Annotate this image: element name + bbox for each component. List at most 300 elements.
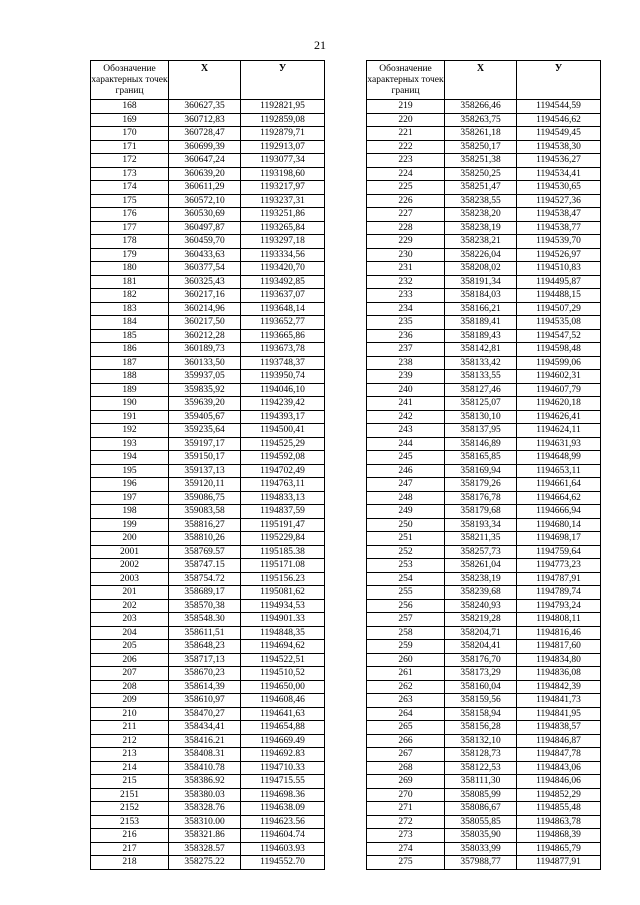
y-coordinate-cell: 1194393,17 [241, 410, 325, 424]
y-coordinate-cell: 1194653,11 [517, 464, 601, 478]
y-coordinate-cell: 1193077,34 [241, 154, 325, 168]
table-row [367, 424, 601, 438]
y-coordinate-cell: 1194710.33 [241, 761, 325, 775]
point-number-cell: 249 [367, 505, 445, 519]
table-row [91, 518, 325, 532]
point-number-cell: 253 [367, 559, 445, 573]
x-coordinate-cell: 358408.31 [169, 748, 241, 762]
table-row [91, 302, 325, 316]
y-coordinate-cell: 1194868,39 [517, 829, 601, 843]
y-coordinate-cell: 1194773,23 [517, 559, 601, 573]
y-coordinate-cell: 1194648,99 [517, 451, 601, 465]
table-row [91, 491, 325, 505]
x-coordinate-cell: 358689,17 [169, 586, 241, 600]
y-coordinate-cell: 1194495,87 [517, 275, 601, 289]
y-coordinate-cell: 1194680,14 [517, 518, 601, 532]
point-number-cell: 213 [91, 748, 169, 762]
x-coordinate-cell: 358127,46 [445, 383, 517, 397]
point-number-cell: 178 [91, 235, 169, 249]
y-coordinate-cell: 1194535,08 [517, 316, 601, 330]
y-coordinate-cell: 1194837,59 [241, 505, 325, 519]
x-coordinate-cell: 360133,50 [169, 356, 241, 370]
x-coordinate-cell: 358410.78 [169, 761, 241, 775]
table-row [91, 802, 325, 816]
point-number-cell: 261 [367, 667, 445, 681]
table-row [91, 748, 325, 762]
x-coordinate-cell: 357988,77 [445, 856, 517, 870]
point-number-cell: 186 [91, 343, 169, 357]
point-number-cell: 202 [91, 599, 169, 613]
x-coordinate-cell: 358035,90 [445, 829, 517, 843]
y-coordinate-cell: 1194507,29 [517, 302, 601, 316]
table-row [91, 181, 325, 195]
x-coordinate-cell: 360217,50 [169, 316, 241, 330]
point-number-cell: 209 [91, 694, 169, 708]
table-row [367, 154, 601, 168]
point-number-cell: 274 [367, 842, 445, 856]
table-row [367, 100, 601, 114]
point-number-cell: 198 [91, 505, 169, 519]
y-coordinate-cell: 1194848,35 [241, 626, 325, 640]
table-row [91, 370, 325, 384]
point-number-cell: 169 [91, 113, 169, 127]
y-coordinate-cell: 1194598,48 [517, 343, 601, 357]
x-coordinate-cell: 358142,81 [445, 343, 517, 357]
table-row [91, 100, 325, 114]
table-row [91, 194, 325, 208]
point-number-cell: 246 [367, 464, 445, 478]
point-number-cell: 230 [367, 248, 445, 262]
table-row [367, 680, 601, 694]
x-coordinate-cell: 358033,99 [445, 842, 517, 856]
x-coordinate-cell: 360189,73 [169, 343, 241, 357]
point-number-cell: 256 [367, 599, 445, 613]
table-row [91, 289, 325, 303]
table-row [367, 802, 601, 816]
table-row [91, 505, 325, 519]
table-row [367, 572, 601, 586]
table-row [367, 127, 601, 141]
x-coordinate-cell: 358176,78 [445, 491, 517, 505]
point-number-cell: 245 [367, 451, 445, 465]
x-coordinate-cell: 358238,20 [445, 208, 517, 222]
point-number-cell: 240 [367, 383, 445, 397]
x-coordinate-cell: 358204,71 [445, 626, 517, 640]
table-row [367, 235, 601, 249]
point-number-cell: 201 [91, 586, 169, 600]
point-number-cell: 206 [91, 653, 169, 667]
y-coordinate-cell: 1194793,24 [517, 599, 601, 613]
x-coordinate-cell: 358328.76 [169, 802, 241, 816]
x-coordinate-cell: 358130,10 [445, 410, 517, 424]
y-coordinate-cell: 1194692.83 [241, 748, 325, 762]
y-coordinate-cell: 1193950,74 [241, 370, 325, 384]
table-row [91, 437, 325, 451]
point-number-cell: 187 [91, 356, 169, 370]
y-coordinate-cell: 1194836,08 [517, 667, 601, 681]
x-coordinate-cell: 358250,17 [445, 140, 517, 154]
table-row [367, 505, 601, 519]
table-row [91, 599, 325, 613]
y-coordinate-cell: 1194631,93 [517, 437, 601, 451]
x-coordinate-cell: 358189,43 [445, 329, 517, 343]
point-number-cell: 264 [367, 707, 445, 721]
y-coordinate-cell: 1193665,86 [241, 329, 325, 343]
y-coordinate-cell: 1194846,06 [517, 775, 601, 789]
x-coordinate-cell: 359137,13 [169, 464, 241, 478]
point-number-cell: 255 [367, 586, 445, 600]
x-coordinate-cell: 358257,73 [445, 545, 517, 559]
point-number-cell: 266 [367, 734, 445, 748]
y-coordinate-cell: 1194934,53 [241, 599, 325, 613]
y-coordinate-cell: 1194833,13 [241, 491, 325, 505]
table-row [91, 410, 325, 424]
y-coordinate-cell: 1195191,47 [241, 518, 325, 532]
y-coordinate-cell: 1194500,41 [241, 424, 325, 438]
point-number-cell: 2003 [91, 572, 169, 586]
y-coordinate-cell: 1195185.38 [241, 545, 325, 559]
y-coordinate-cell: 1194624,11 [517, 424, 601, 438]
table-row [91, 464, 325, 478]
x-coordinate-cell: 360377,54 [169, 262, 241, 276]
y-coordinate-cell: 1192879,71 [241, 127, 325, 141]
point-number-cell: 226 [367, 194, 445, 208]
y-coordinate-cell: 1194855,48 [517, 802, 601, 816]
point-number-cell: 275 [367, 856, 445, 870]
x-coordinate-cell: 358193,34 [445, 518, 517, 532]
point-number-cell: 239 [367, 370, 445, 384]
table-row [91, 397, 325, 411]
y-coordinate-cell: 1194510,52 [241, 667, 325, 681]
table-row [367, 653, 601, 667]
table-row [367, 545, 601, 559]
point-number-cell: 216 [91, 829, 169, 843]
table-row [91, 154, 325, 168]
x-coordinate-cell: 358816,27 [169, 518, 241, 532]
y-coordinate-cell: 1194661,64 [517, 478, 601, 492]
point-number-cell: 234 [367, 302, 445, 316]
point-number-cell: 2151 [91, 788, 169, 802]
table-row [91, 127, 325, 141]
point-number-cell: 270 [367, 788, 445, 802]
table-row [367, 694, 601, 708]
x-coordinate-cell: 358179,68 [445, 505, 517, 519]
point-number-cell: 195 [91, 464, 169, 478]
point-number-cell: 193 [91, 437, 169, 451]
table-row [91, 545, 325, 559]
table-row [91, 734, 325, 748]
y-coordinate-cell: 1193648,14 [241, 302, 325, 316]
y-coordinate-cell: 1193237,31 [241, 194, 325, 208]
y-coordinate-cell: 1194608,46 [241, 694, 325, 708]
point-number-cell: 182 [91, 289, 169, 303]
table-row [367, 626, 601, 640]
x-coordinate-cell: 358208,02 [445, 262, 517, 276]
x-coordinate-cell: 359937,05 [169, 370, 241, 384]
y-coordinate-cell: 1192821,95 [241, 100, 325, 114]
table-row [91, 329, 325, 343]
table-row [91, 721, 325, 735]
y-coordinate-cell: 1194847,78 [517, 748, 601, 762]
x-coordinate-cell: 358240,93 [445, 599, 517, 613]
x-coordinate-cell: 358321.86 [169, 829, 241, 843]
table-row [367, 464, 601, 478]
x-coordinate-cell: 360459,70 [169, 235, 241, 249]
table-row [367, 707, 601, 721]
x-coordinate-cell: 360530,69 [169, 208, 241, 222]
y-coordinate-cell: 1194538,77 [517, 221, 601, 235]
y-coordinate-cell: 1194527,36 [517, 194, 601, 208]
table-row [91, 235, 325, 249]
y-coordinate-cell: 1194602,31 [517, 370, 601, 384]
table-row [367, 842, 601, 856]
point-number-cell: 224 [367, 167, 445, 181]
x-coordinate-cell: 358156,28 [445, 721, 517, 735]
header-point: Обозначение характерных точек границ [367, 61, 445, 100]
y-coordinate-cell: 1194488,15 [517, 289, 601, 303]
y-coordinate-cell: 1194763,11 [241, 478, 325, 492]
x-coordinate-cell: 358158,94 [445, 707, 517, 721]
table-row [91, 680, 325, 694]
point-number-cell: 218 [91, 856, 169, 870]
x-coordinate-cell: 358165,85 [445, 451, 517, 465]
table-row [91, 815, 325, 829]
point-number-cell: 181 [91, 275, 169, 289]
table-row [91, 383, 325, 397]
y-coordinate-cell: 1194607,79 [517, 383, 601, 397]
x-coordinate-cell: 358275.22 [169, 856, 241, 870]
point-number-cell: 233 [367, 289, 445, 303]
table-row [367, 370, 601, 384]
y-coordinate-cell: 1194852,29 [517, 788, 601, 802]
y-coordinate-cell: 1195171.08 [241, 559, 325, 573]
point-number-cell: 229 [367, 235, 445, 249]
x-coordinate-cell: 360212,28 [169, 329, 241, 343]
point-number-cell: 191 [91, 410, 169, 424]
x-coordinate-cell: 360497,87 [169, 221, 241, 235]
y-coordinate-cell: 1194626,41 [517, 410, 601, 424]
x-coordinate-cell: 358173,29 [445, 667, 517, 681]
point-number-cell: 273 [367, 829, 445, 843]
x-coordinate-cell: 358434,41 [169, 721, 241, 735]
point-number-cell: 176 [91, 208, 169, 222]
x-coordinate-cell: 358416.21 [169, 734, 241, 748]
x-coordinate-cell: 359639,20 [169, 397, 241, 411]
point-number-cell: 214 [91, 761, 169, 775]
y-coordinate-cell: 1194834,80 [517, 653, 601, 667]
point-number-cell: 172 [91, 154, 169, 168]
table-row [91, 572, 325, 586]
y-coordinate-cell: 1194654,88 [241, 721, 325, 735]
y-coordinate-cell: 1194838,57 [517, 721, 601, 735]
table-row [91, 613, 325, 627]
y-coordinate-cell: 1192859,08 [241, 113, 325, 127]
y-coordinate-cell: 1194817,60 [517, 640, 601, 654]
y-coordinate-cell: 1194808,11 [517, 613, 601, 627]
point-number-cell: 271 [367, 802, 445, 816]
point-number-cell: 241 [367, 397, 445, 411]
table-row [91, 856, 325, 870]
x-coordinate-cell: 360627,35 [169, 100, 241, 114]
y-coordinate-cell: 1194877,91 [517, 856, 601, 870]
y-coordinate-cell: 1194522,51 [241, 653, 325, 667]
x-coordinate-cell: 360699,39 [169, 140, 241, 154]
point-number-cell: 189 [91, 383, 169, 397]
table-row [367, 302, 601, 316]
table-row [91, 451, 325, 465]
y-coordinate-cell: 1194787,91 [517, 572, 601, 586]
point-number-cell: 259 [367, 640, 445, 654]
y-coordinate-cell: 1194863,78 [517, 815, 601, 829]
point-number-cell: 170 [91, 127, 169, 141]
y-coordinate-cell: 1194604.74 [241, 829, 325, 843]
y-coordinate-cell: 1194552.70 [241, 856, 325, 870]
x-coordinate-cell: 358310.00 [169, 815, 241, 829]
table-row [91, 707, 325, 721]
table-row [367, 437, 601, 451]
table-row [91, 262, 325, 276]
y-coordinate-cell: 1194789,74 [517, 586, 601, 600]
point-number-cell: 203 [91, 613, 169, 627]
x-coordinate-cell: 358132,10 [445, 734, 517, 748]
y-coordinate-cell: 1194547,52 [517, 329, 601, 343]
x-coordinate-cell: 358125,07 [445, 397, 517, 411]
x-coordinate-cell: 359235,64 [169, 424, 241, 438]
y-coordinate-cell: 1194698.36 [241, 788, 325, 802]
y-coordinate-cell: 1194841,95 [517, 707, 601, 721]
table-row [91, 316, 325, 330]
x-coordinate-cell: 358176,70 [445, 653, 517, 667]
point-number-cell: 269 [367, 775, 445, 789]
y-coordinate-cell: 1194623.56 [241, 815, 325, 829]
table-row [91, 478, 325, 492]
y-coordinate-cell: 1194650,00 [241, 680, 325, 694]
y-coordinate-cell: 1194534,41 [517, 167, 601, 181]
y-coordinate-cell: 1194539,70 [517, 235, 601, 249]
table-row [367, 167, 601, 181]
table-row [367, 599, 601, 613]
y-coordinate-cell: 1193334,56 [241, 248, 325, 262]
y-coordinate-cell: 1194669.49 [241, 734, 325, 748]
x-coordinate-cell: 360639,20 [169, 167, 241, 181]
table-row [91, 761, 325, 775]
point-number-cell: 175 [91, 194, 169, 208]
table-row [91, 842, 325, 856]
x-coordinate-cell: 358184,03 [445, 289, 517, 303]
y-coordinate-cell: 1194841,73 [517, 694, 601, 708]
table-row [367, 356, 601, 370]
x-coordinate-cell: 358610,97 [169, 694, 241, 708]
y-coordinate-cell: 1193198,60 [241, 167, 325, 181]
table-row [367, 248, 601, 262]
y-coordinate-cell: 1194620,18 [517, 397, 601, 411]
x-coordinate-cell: 358717,13 [169, 653, 241, 667]
table-row [367, 410, 601, 424]
y-coordinate-cell: 1194715.55 [241, 775, 325, 789]
table-row [367, 343, 601, 357]
table-row [367, 181, 601, 195]
point-number-cell: 2152 [91, 802, 169, 816]
point-number-cell: 252 [367, 545, 445, 559]
point-number-cell: 174 [91, 181, 169, 195]
table-body-right [367, 100, 601, 870]
header-x: X [169, 61, 241, 100]
y-coordinate-cell: 1194694,62 [241, 640, 325, 654]
y-coordinate-cell: 1193652,77 [241, 316, 325, 330]
point-number-cell: 184 [91, 316, 169, 330]
x-coordinate-cell: 358146,89 [445, 437, 517, 451]
x-coordinate-cell: 358614,39 [169, 680, 241, 694]
table-row [367, 262, 601, 276]
table-row [367, 788, 601, 802]
x-coordinate-cell: 358179,26 [445, 478, 517, 492]
x-coordinate-cell: 358747.15 [169, 559, 241, 573]
table-row [91, 640, 325, 654]
point-number-cell: 235 [367, 316, 445, 330]
table-row [367, 667, 601, 681]
x-coordinate-cell: 359120,11 [169, 478, 241, 492]
x-coordinate-cell: 360728,47 [169, 127, 241, 141]
y-coordinate-cell: 1194544,59 [517, 100, 601, 114]
coordinates-table-left [90, 60, 325, 870]
y-coordinate-cell: 1195156.23 [241, 572, 325, 586]
x-coordinate-cell: 358219,28 [445, 613, 517, 627]
x-coordinate-cell: 358238,19 [445, 572, 517, 586]
table-row [367, 559, 601, 573]
y-coordinate-cell: 1194702,49 [241, 464, 325, 478]
point-number-cell: 221 [367, 127, 445, 141]
y-coordinate-cell: 1194530,65 [517, 181, 601, 195]
x-coordinate-cell: 359083,58 [169, 505, 241, 519]
x-coordinate-cell: 359086,75 [169, 491, 241, 505]
table-row [367, 397, 601, 411]
point-number-cell: 2001 [91, 545, 169, 559]
y-coordinate-cell: 1193217,97 [241, 181, 325, 195]
point-number-cell: 220 [367, 113, 445, 127]
x-coordinate-cell: 358386.92 [169, 775, 241, 789]
x-coordinate-cell: 358670,23 [169, 667, 241, 681]
x-coordinate-cell: 358133,42 [445, 356, 517, 370]
y-coordinate-cell: 1194525,29 [241, 437, 325, 451]
table-row [91, 221, 325, 235]
table-row [367, 491, 601, 505]
x-coordinate-cell: 358238,19 [445, 221, 517, 235]
point-number-cell: 250 [367, 518, 445, 532]
x-coordinate-cell: 358137,95 [445, 424, 517, 438]
x-coordinate-cell: 358611,51 [169, 626, 241, 640]
y-coordinate-cell: 1194538,47 [517, 208, 601, 222]
y-coordinate-cell: 1194546,62 [517, 113, 601, 127]
table-row [367, 329, 601, 343]
y-coordinate-cell: 1194641,63 [241, 707, 325, 721]
y-coordinate-cell: 1194816,46 [517, 626, 601, 640]
point-number-cell: 185 [91, 329, 169, 343]
x-coordinate-cell: 358169,94 [445, 464, 517, 478]
y-coordinate-cell: 1193297,18 [241, 235, 325, 249]
y-coordinate-cell: 1194549,45 [517, 127, 601, 141]
point-number-cell: 215 [91, 775, 169, 789]
point-number-cell: 227 [367, 208, 445, 222]
point-number-cell: 205 [91, 640, 169, 654]
table-row [367, 208, 601, 222]
x-coordinate-cell: 358239,68 [445, 586, 517, 600]
header-point: Обозначение характерных точек границ [91, 61, 169, 100]
table-row [91, 694, 325, 708]
table-row [367, 140, 601, 154]
x-coordinate-cell: 358251,38 [445, 154, 517, 168]
table-row [367, 775, 601, 789]
table-row [367, 532, 601, 546]
